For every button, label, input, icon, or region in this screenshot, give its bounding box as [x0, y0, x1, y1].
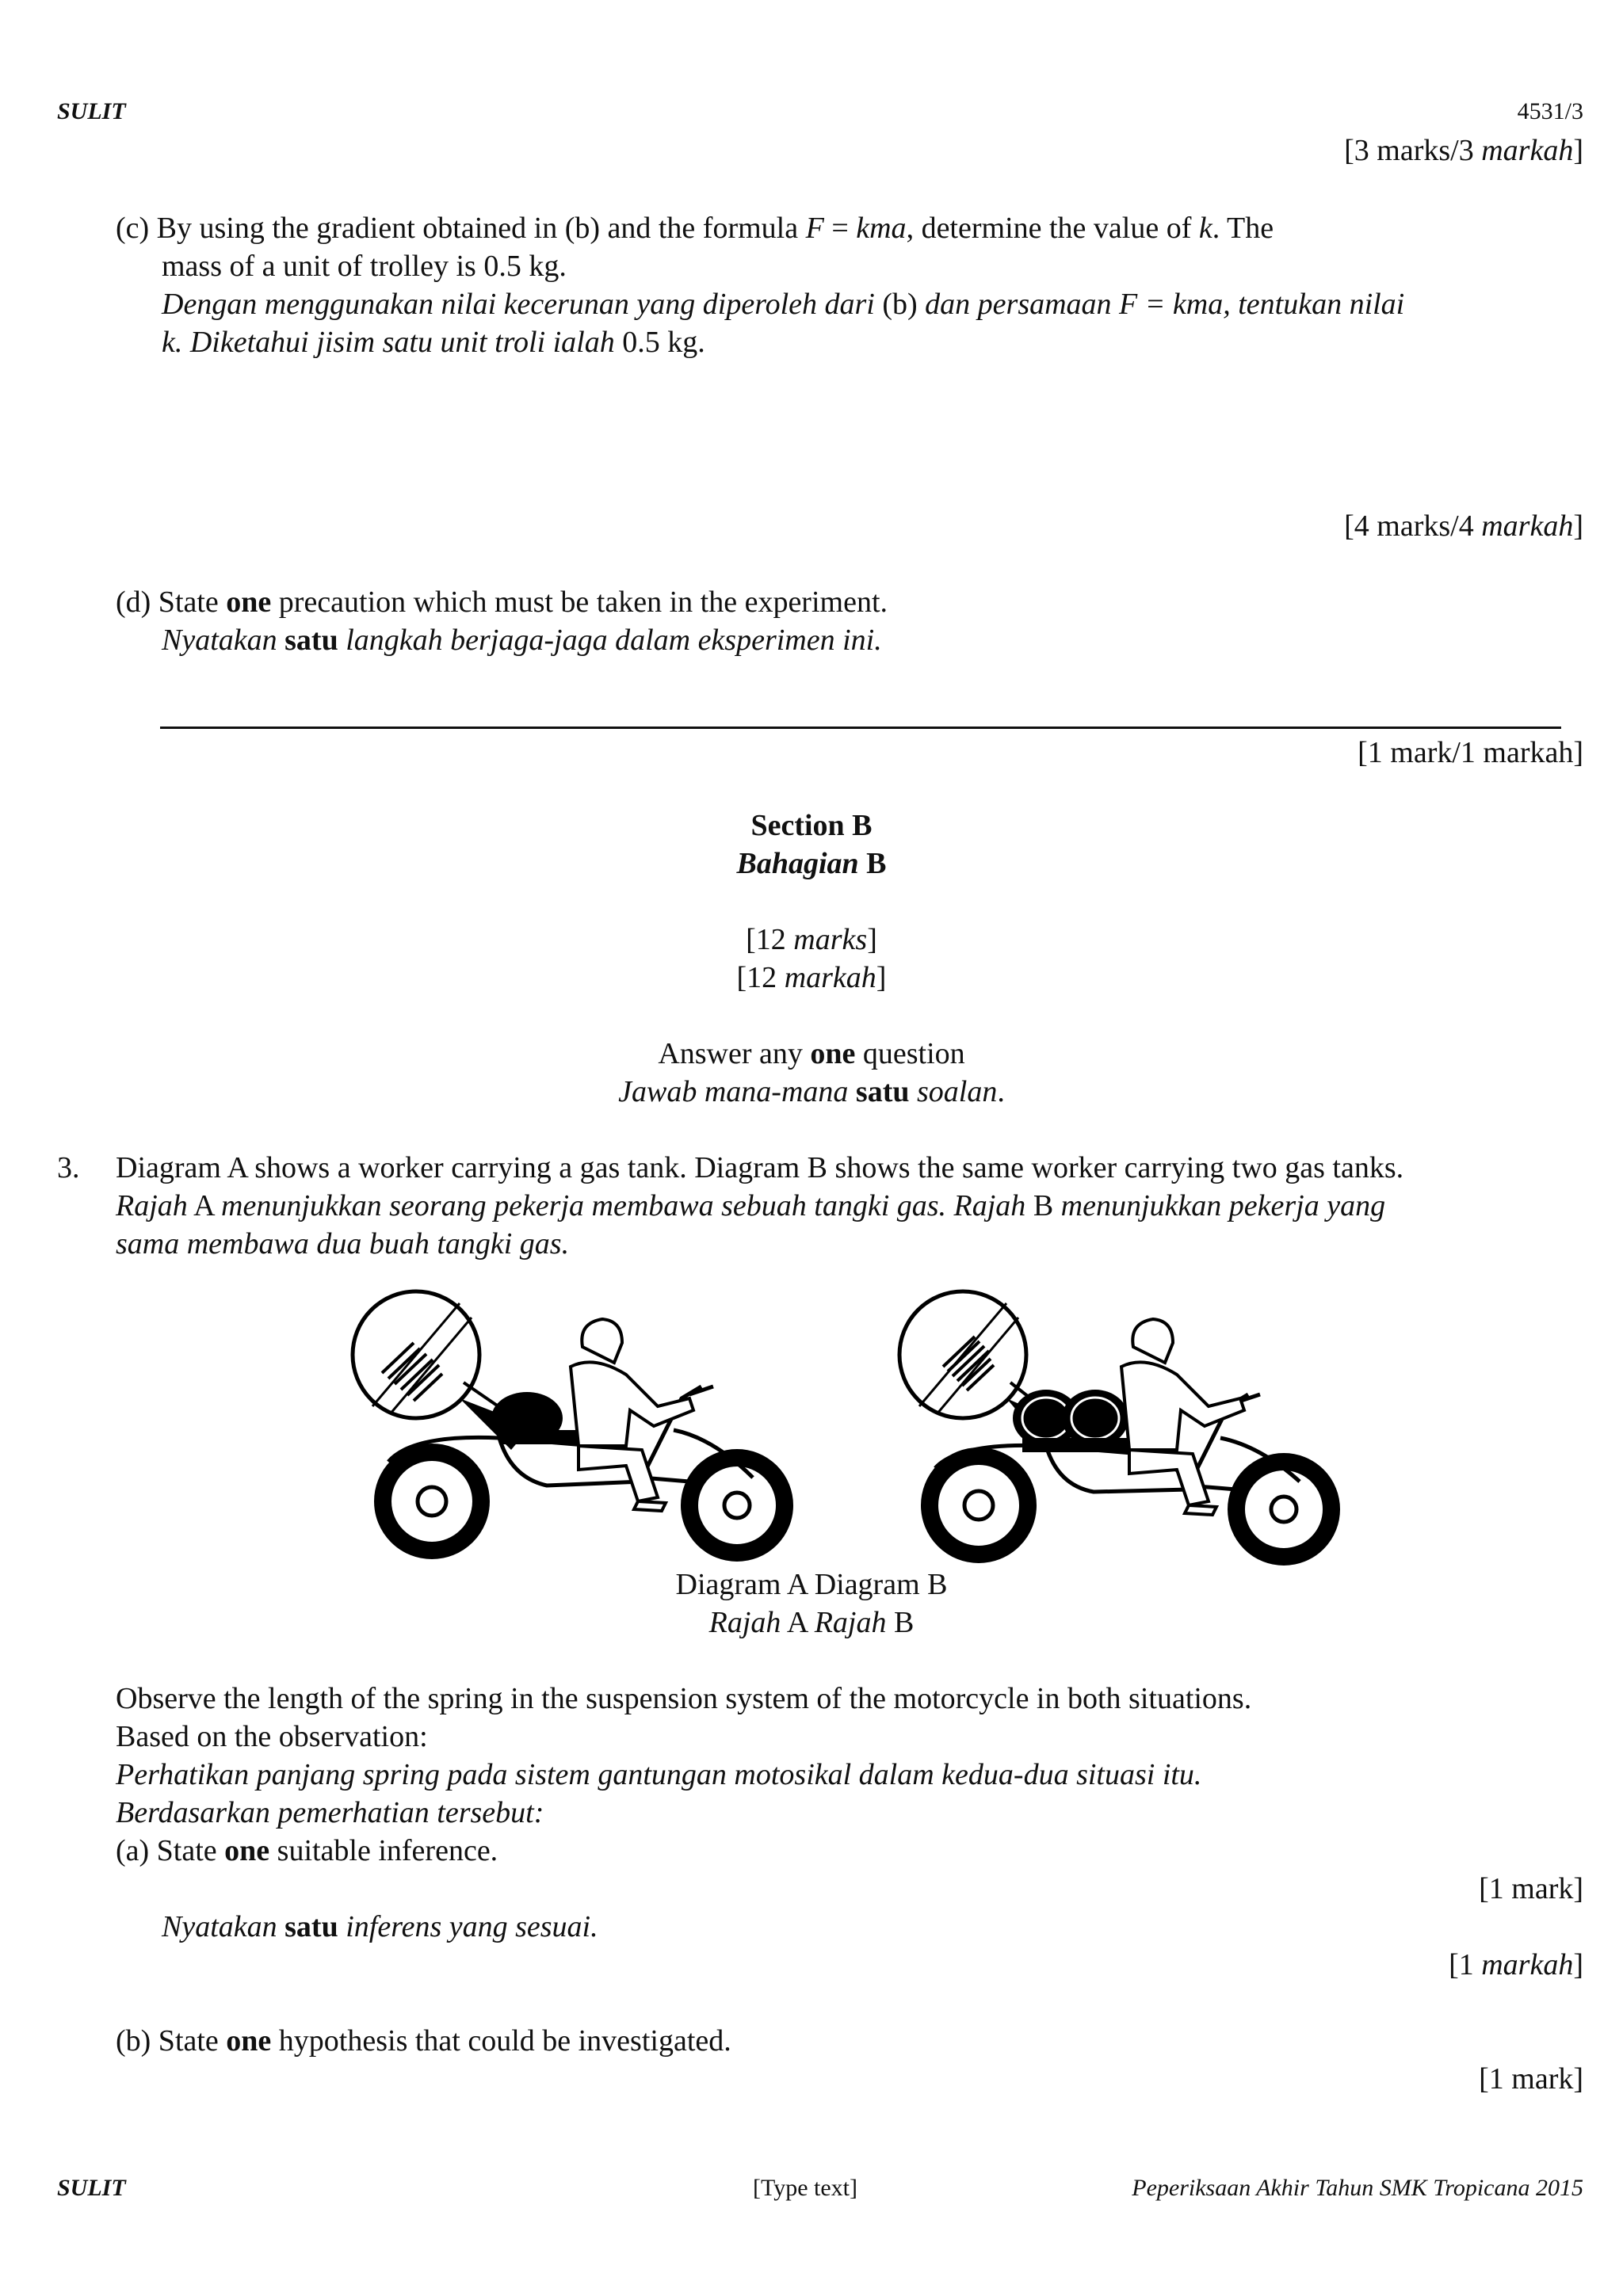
footer-center-text: [Type text]	[753, 2175, 858, 2201]
question-3-number: 3.	[57, 1151, 80, 1184]
footer-sulit: SULIT	[57, 2175, 126, 2201]
observe-malay-line1: Perhatikan panjang spring pada sistem gantungan motosikal dalam kedua-dua situasi itu.	[116, 1758, 1202, 1791]
observe-line2: Based on the observation:	[116, 1720, 428, 1753]
section-subtitle: Bahagian B	[736, 847, 887, 880]
question-c-line2: mass of a unit of trolley is 0.5 kg.	[162, 250, 567, 283]
question-d-malay-text: Nyatakan satu langkah berjaga-jaga dalam eksperimen ini.	[162, 624, 882, 657]
observe-malay-line2: Berdasarkan pemerhatian tersebut:	[116, 1796, 544, 1829]
footer-exam-title: Peperiksaan Akhir Tahun SMK Tropicana 2015	[1132, 2175, 1583, 2201]
question-d-text: (d) State one precaution which must be taken in the experiment.	[116, 585, 888, 619]
question-3-text: Diagram A shows a worker carrying a gas tank. Diagram B shows the same worker carrying two gas tanks.	[116, 1151, 1404, 1184]
marks-top: [3 marks/3 markah]	[1344, 134, 1583, 167]
answer-line[interactable]	[160, 727, 1561, 729]
header-paper-code: 4531/3	[1517, 98, 1583, 124]
question-c-malay-line1: Dengan menggunakan nilai kecerunan yang diperoleh dari (b) dan persamaan F = kma, tentukan nilai	[162, 288, 1405, 321]
question-3a-malay-text: Nyatakan satu inferens yang sesuai.	[162, 1910, 598, 1943]
observe-line1: Observe the length of the spring in the suspension system of the motorcycle in both situations.	[116, 1682, 1252, 1715]
question-3-malay-line2: sama membawa dua buah tangki gas.	[116, 1227, 570, 1261]
diagram-caption-malay: Rajah A Rajah B	[708, 1606, 915, 1639]
section-instruction-malay: Jawab mana-mana satu soalan.	[618, 1075, 1005, 1108]
section-marks-malay: [12 markah]	[736, 961, 887, 994]
rider-icon	[1121, 1319, 1244, 1515]
question-3a-text: (a) State one suitable inference.	[116, 1834, 498, 1867]
diagram-a	[341, 1287, 800, 1569]
diagram-caption: Diagram A Diagram B	[675, 1568, 948, 1601]
header-sulit: SULIT	[57, 98, 126, 124]
question-c-marks: [4 marks/4 markah]	[1344, 509, 1583, 543]
question-c-line1: (c) By using the gradient obtained in (b) and the formula F = kma, determine the value of k. The	[116, 212, 1274, 245]
question-3-malay-line1: Rajah A menunjukkan seorang pekerja membawa sebuah tangki gas. Rajah B menunjukkan pekerja yang	[116, 1189, 1386, 1222]
section-marks: [12 marks]	[746, 923, 877, 956]
section-instruction: Answer any one question	[658, 1037, 965, 1070]
question-d-marks: [1 mark/1 markah]	[1358, 736, 1583, 769]
section-title: Section B	[750, 809, 873, 842]
question-3b-marks: [1 mark]	[1479, 2062, 1583, 2096]
question-3b-text: (b) State one hypothesis that could be investigated.	[116, 2024, 731, 2058]
question-3a-marks-malay: [1 markah]	[1449, 1948, 1583, 1981]
diagram-b	[888, 1287, 1347, 1569]
question-c-malay-line2: k. Diketahui jisim satu unit troli ialah 0.5 kg.	[162, 326, 705, 359]
question-3a-marks: [1 mark]	[1479, 1872, 1583, 1905]
